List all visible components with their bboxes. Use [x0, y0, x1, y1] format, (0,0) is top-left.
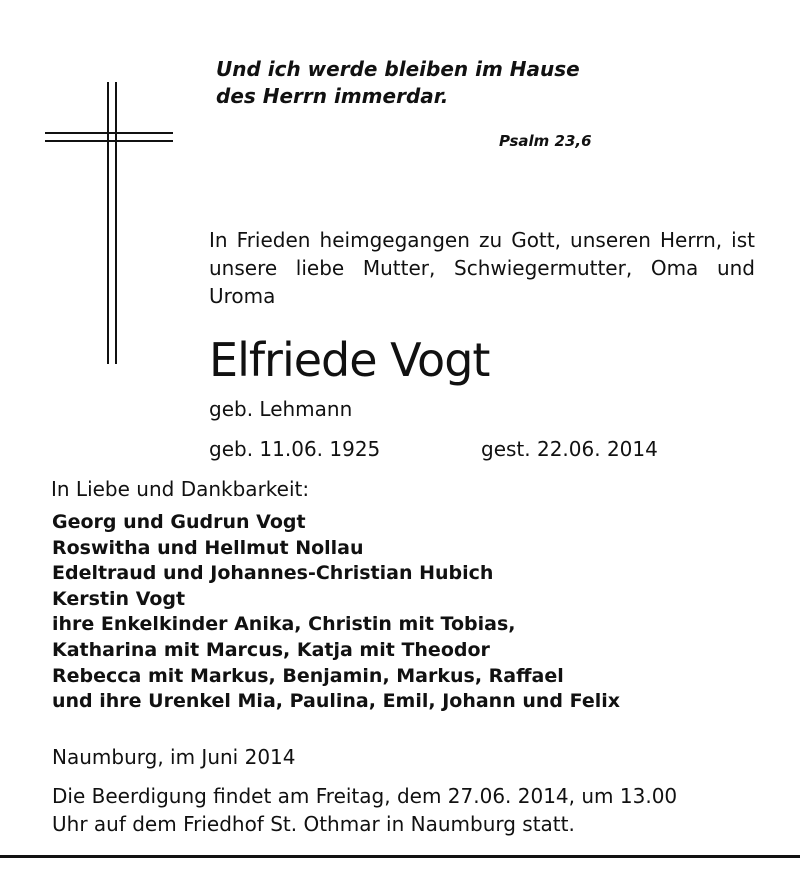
mourner-line: Roswitha und Hellmut Nollau: [52, 536, 364, 559]
verse-line: des Herrn immerdar.: [216, 84, 449, 108]
mourner-line: ihre Enkelkinder Anika, Christin mit Tobias,: [52, 613, 516, 636]
bible-verse: [216, 56, 580, 110]
funeral-line: Uhr auf dem Friedhof St. Othmar in Naumburg statt.: [52, 812, 575, 836]
mourner-line: Georg und Gudrun Vogt: [52, 511, 306, 533]
place-date: Naumburg, im Juni 2014: [52, 745, 296, 769]
mourner-line: Rebecca mit Markus, Benjamin, Markus, Raffael: [52, 664, 564, 687]
deceased-name: Elfriede Vogt: [209, 333, 490, 387]
funeral-line: Die Beerdigung findet am Freitag, dem 27.06. 2014, um 13.00: [52, 784, 678, 808]
life-dates: [209, 437, 658, 461]
thanks-line: In Liebe und Dankbarkeit:: [51, 477, 310, 501]
mourner-line: Edeltraud und Johannes-Christian Hubich: [52, 562, 494, 585]
funeral-info: [52, 782, 752, 838]
birth-date: geb. 11.06. 1925: [209, 437, 381, 461]
verse-reference: Psalm 23,6: [499, 132, 592, 150]
mourners-list: [52, 510, 620, 715]
intro-text: In Frieden heimgegangen zu Gott, unseren Herrn, ist unsere liebe Mutter, Schwiegermutter, Oma und Uroma: [209, 228, 755, 308]
birth-name: geb. Lehmann: [209, 397, 353, 421]
verse-line: Und ich werde bleiben im Hause: [216, 57, 580, 81]
mourner-line: und ihre Urenkel Mia, Paulina, Emil, Johann und Felix: [52, 690, 620, 713]
mourner-line: Kerstin Vogt: [52, 587, 186, 610]
cross-icon: [45, 82, 173, 364]
mourner-line: Katharina mit Marcus, Katja mit Theodor: [52, 638, 490, 661]
death-date: gest. 22.06. 2014: [481, 437, 658, 461]
